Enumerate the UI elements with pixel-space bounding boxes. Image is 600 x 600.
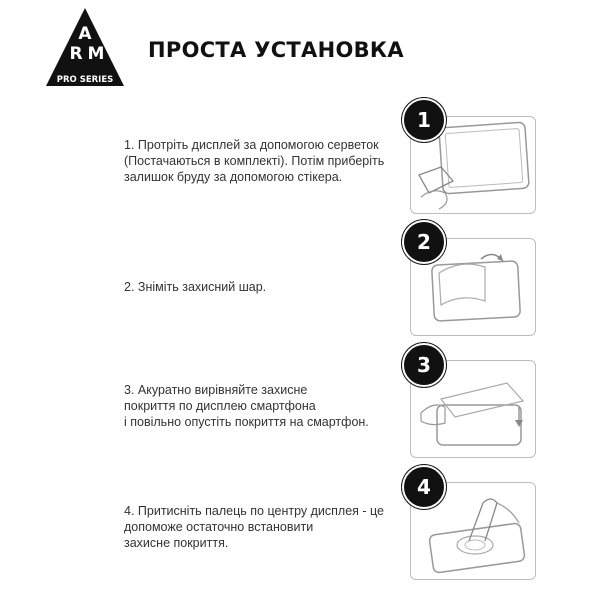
arm-logo [40, 6, 130, 90]
step-text-line: покриття по дисплею смартфона [124, 399, 316, 413]
logo-subtitle: PRO SERIES [56, 75, 114, 85]
step-1-text [124, 137, 409, 185]
step-text-line: 4. Притисніть палець по центру дисплея - це [124, 504, 384, 518]
step-text-line: захисне покриття. [124, 536, 229, 550]
step-3-badge: 3 [402, 343, 446, 387]
step-text-line: допоможе остаточно встановити [124, 520, 314, 534]
step-text-line: 1. Протріть дисплей за допомогою серветок [124, 138, 379, 152]
logo-letter-a: A [78, 24, 92, 44]
step-text-line: залишок бруду за допомогою стікера. [124, 170, 343, 184]
arm-logo-mark [40, 6, 130, 90]
page-title: ПРОСТА УСТАНОВКА [148, 38, 404, 62]
step-text-line: (Постачаються в комплекті). Потім приберіть [124, 154, 385, 168]
step-text-line: 3. Акуратно вирівняйте захисне [124, 383, 308, 397]
step-2-badge: 2 [402, 220, 446, 264]
step-text-line: 2. Зніміть захисний шар. [124, 280, 267, 294]
step-3-text [124, 382, 409, 430]
step-2-text [124, 279, 409, 295]
logo-letter-m: M [87, 44, 105, 64]
logo-letter-r: R [69, 44, 83, 64]
step-text-line: і повільно опустіть покриття на смартфон. [124, 415, 369, 429]
step-1-badge: 1 [402, 98, 446, 142]
step-4-badge: 4 [402, 465, 446, 509]
step-4-text [124, 503, 409, 551]
